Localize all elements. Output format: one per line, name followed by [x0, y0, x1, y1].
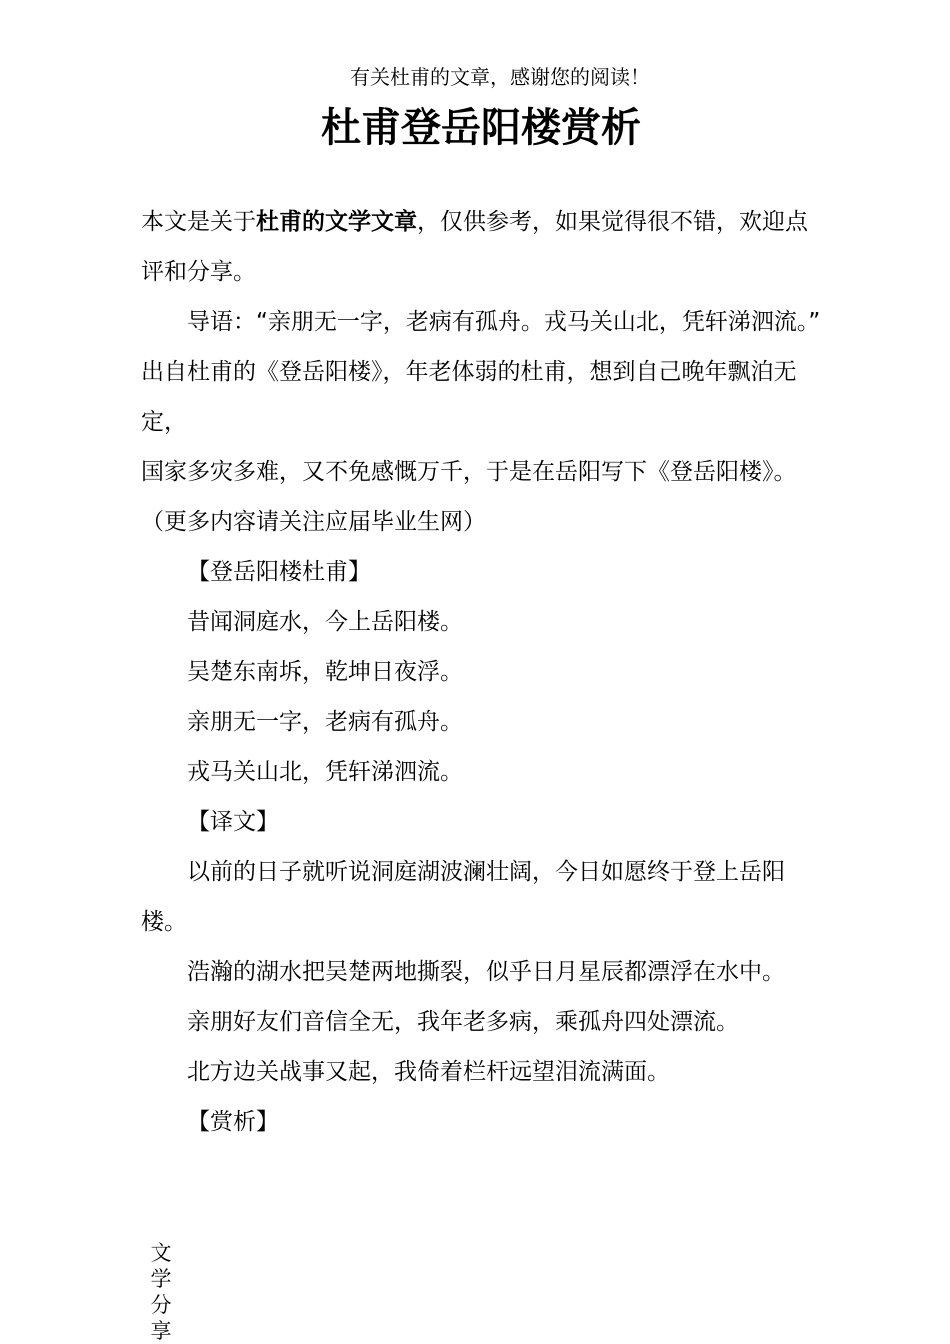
translation-heading: 【译文】 — [187, 809, 279, 835]
intro-paragraph — [141, 197, 821, 297]
poem-line: 戎马关山北，凭轩涕泗流。 — [187, 759, 463, 785]
header-note: 有关杜甫的文章，感谢您的阅读！ — [350, 65, 650, 89]
intro-suffix: ，仅供参考，如果觉得很不错，欢迎点评和分享。 — [141, 209, 808, 285]
side-label-char: 享 — [150, 1319, 172, 1343]
source-paragraph-2: 国家多灾多难，又不免感慨万千，于是在岳阳写下《登岳阳楼》。（更多内容请关注应届毕业生网） — [141, 459, 797, 535]
article-body — [141, 197, 821, 1147]
source-paragraph-1: 出自杜甫的《登岳阳楼》，年老体弱的杜甫，想到自己晚年飘泊无定， — [141, 359, 797, 435]
lead-paragraph: 导语：“亲朋无一字，老病有孤舟。戎马关山北，凭轩涕泗流。” — [187, 309, 821, 335]
translation-line: 以前的日子就听说洞庭湖波澜壮阔，今日如愿终于登上岳阳楼。 — [141, 859, 785, 935]
poem-line: 昔闻洞庭水，今上岳阳楼。 — [187, 609, 463, 635]
appreciation-heading: 【赏析】 — [187, 1109, 279, 1135]
poem-line: 亲朋无一字，老病有孤舟。 — [187, 709, 463, 735]
side-label-char: 分 — [150, 1293, 172, 1317]
translation-line: 浩瀚的湖水把吴楚两地撕裂，似乎日月星辰都漂浮在水中。 — [187, 959, 785, 985]
side-label-char: 文 — [150, 1241, 172, 1265]
page-title: 杜甫登岳阳楼赏析 — [321, 105, 641, 151]
poem-heading: 【登岳阳楼杜甫】 — [187, 559, 371, 585]
translation-line: 亲朋好友们音信全无，我年老多病，乘孤舟四处漂流。 — [187, 1009, 739, 1035]
poem-line: 吴楚东南坼，乾坤日夜浮。 — [187, 659, 463, 685]
side-label-vertical — [148, 1240, 174, 1344]
side-label-char: 学 — [150, 1267, 172, 1291]
intro-bold-text: 杜甫的文学文章 — [256, 209, 417, 235]
translation-line: 北方边关战事又起，我倚着栏杆远望泪流满面。 — [187, 1059, 670, 1085]
intro-prefix: 本文是关于 — [141, 209, 256, 235]
